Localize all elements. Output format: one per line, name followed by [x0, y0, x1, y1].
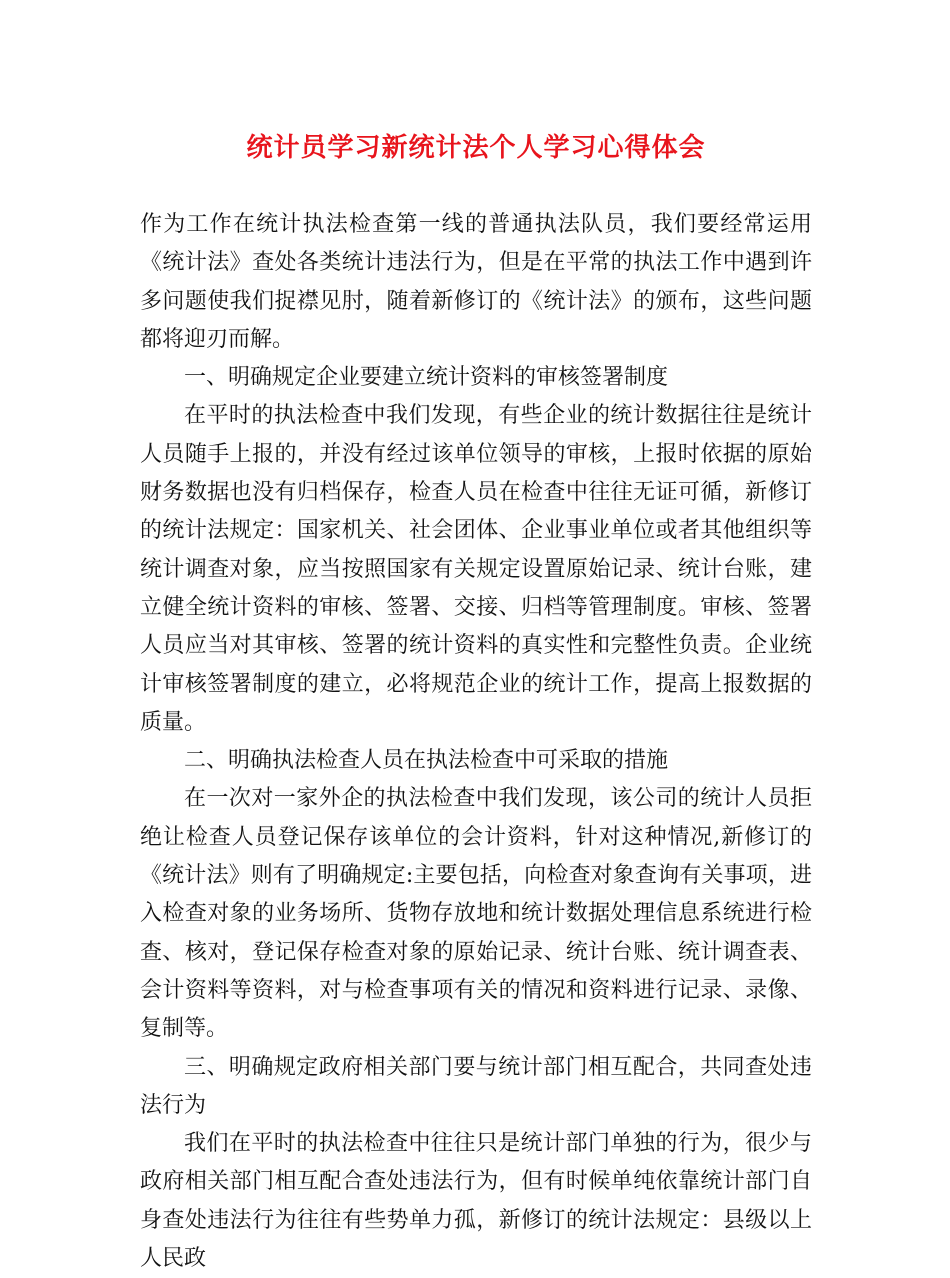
section-heading-3: 三、明确规定政府相关部门要与统计部门相互配合，共同查处违法行为 [140, 1054, 812, 1118]
paragraph-section-1: 在平时的执法检查中我们发现，有些企业的统计数据往往是统计人员随手上报的，并没有经过该单位领导的审核，上报时依据的原始财务数据也没有归档保存，检查人员在检查中往往无证可循，新修订的统计法规定：国家机关、社会团体、企业事业单位或者其他组织等统计调查对象，应当按照国家有关规定设置原始记录、统计台账，建立健全统计资料的审核、签署、交接、归档等管理制度。审核、签署人员应当对其审核、签署的统计资料的真实性和完整性负责。企业统计审核签署制度的建立，必将规范企业的统计工作，提高上报数据的质量。 [140, 403, 812, 735]
paragraph-intro: 作为工作在统计执法检查第一线的普通执法队员，我们要经常运用《统计法》查处各类统计违法行为，但是在平常的执法工作中遇到许多问题使我们捉襟见肘，随着新修订的《统计法》的颁布，这些问题都将迎刃而解。 [140, 212, 812, 352]
paragraph-section-2: 在一次对一家外企的执法检查中我们发现，该公司的统计人员拒绝让检查人员登记保存该单位的会计资料，针对这种情况,新修订的《统计法》则有了明确规定:主要包括，向检查对象查询有关事项，进入检查对象的业务场所、货物存放地和统计数据处理信息系统进行检查、核对，登记保存检查对象的原始记录、统计台账、统计调查表、会计资料等资料，对与检查事项有关的情况和资料进行记录、录像、复制等。 [140, 786, 812, 1042]
section-heading-1: 一、明确规定企业要建立统计资料的审核签署制度 [184, 365, 669, 391]
document-body [140, 206, 812, 1278]
paragraph-section-3: 我们在平时的执法检查中往往只是统计部门单独的行为，很少与政府相关部门相互配合查处违法行为，但有时候单纯依靠统计部门自身查处违法行为往往有些势单力孤，新修订的统计法规定：县级以上人民政 [140, 1131, 812, 1272]
page-title: 统计员学习新统计法个人学习心得体会 [246, 133, 706, 163]
section-heading-2: 二、明确执法检查人员在执法检查中可采取的措施 [184, 748, 669, 774]
